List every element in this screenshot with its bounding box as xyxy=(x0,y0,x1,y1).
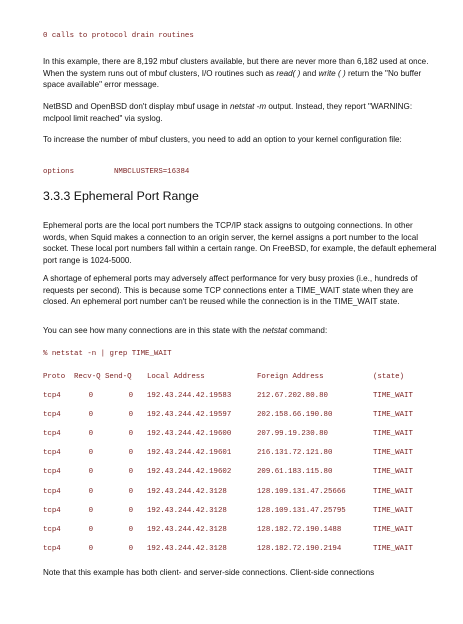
table-cell-send-q: 0 xyxy=(128,488,133,496)
table-cell-state: TIME_WAIT xyxy=(373,526,413,534)
table-cell-foreign-address: 202.158.66.190.80 xyxy=(257,411,333,419)
table-cell-proto: tcp4 xyxy=(43,430,61,438)
table-cell-local-address: 192.43.244.42.3128 xyxy=(147,545,227,553)
table-cell-send-q: 0 xyxy=(128,545,133,553)
inline-function-write: write ( ) xyxy=(318,68,346,78)
paragraph-ephemeral-ports: Ephemeral ports are the local port numbers the TCP/IP stack assigns to outgoing connections. In other words, when Squid makes a connection to an origin server, the kernel assigns a port number to the local socket. These local port numbers fall within a certain range. On FreeBSD, for example, the default ephemeral port range is 1024-5000. xyxy=(43,221,437,265)
table-cell-recv-q: 0 xyxy=(88,449,93,457)
table-cell-foreign-address: 212.67.202.80.80 xyxy=(257,392,328,400)
paragraph-text: return the "No buffer space available" error message. xyxy=(43,68,422,90)
table-row xyxy=(43,448,413,458)
table-row xyxy=(43,506,413,516)
table-cell-proto: tcp4 xyxy=(43,488,61,496)
table-row xyxy=(43,487,413,497)
paragraph-text: command: xyxy=(287,326,328,335)
code-line-kernel-option: options NMBCLUSTERS=16384 xyxy=(43,168,190,176)
table-cell-local-address: 192.43.244.42.19601 xyxy=(147,449,232,457)
table-cell-foreign-address: 128.182.72.190.2194 xyxy=(257,545,342,553)
table-cell-proto: tcp4 xyxy=(43,411,61,419)
table-cell-proto: tcp4 xyxy=(43,526,61,534)
table-cell-state: TIME_WAIT xyxy=(373,488,413,496)
paragraph-client-server-connections: Note that this example has both client- and server-side connections. Client-side connections xyxy=(43,568,375,577)
table-cell-foreign-address: 128.109.131.47.25795 xyxy=(257,507,346,515)
code-line-drain-routines: 0 calls to protocol drain routines xyxy=(43,32,194,40)
table-cell-state: TIME_WAIT xyxy=(373,392,413,400)
table-cell-send-q: 0 xyxy=(128,468,133,476)
table-cell-foreign-address: 128.182.72.190.1488 xyxy=(257,526,342,534)
table-cell-recv-q: 0 xyxy=(88,507,93,515)
table-cell-send-q: 0 xyxy=(128,507,133,515)
table-cell-send-q: 0 xyxy=(128,392,133,400)
table-cell-local-address: 192.43.244.42.3128 xyxy=(147,507,227,515)
table-cell-local-address: 192.43.244.42.3128 xyxy=(147,526,227,534)
table-cell-local-address: 192.43.244.42.19597 xyxy=(147,411,232,419)
table-cell-send-q: 0 xyxy=(128,526,133,534)
table-cell-state: TIME_WAIT xyxy=(373,411,413,419)
column-header-send-q: Send-Q xyxy=(105,373,132,381)
table-row xyxy=(43,544,413,554)
inline-command-netstat: netstat xyxy=(262,326,287,335)
column-header-foreign-address: Foreign Address xyxy=(257,373,324,381)
table-cell-recv-q: 0 xyxy=(88,411,93,419)
table-cell-foreign-address: 216.131.72.121.80 xyxy=(257,449,333,457)
table-cell-recv-q: 0 xyxy=(88,545,93,553)
table-cell-local-address: 192.43.244.42.19602 xyxy=(147,468,232,476)
table-cell-local-address: 192.43.244.42.19583 xyxy=(147,392,232,400)
table-cell-state: TIME_WAIT xyxy=(373,468,413,476)
table-cell-send-q: 0 xyxy=(128,449,133,457)
table-cell-send-q: 0 xyxy=(128,430,133,438)
table-row xyxy=(43,410,413,420)
table-cell-foreign-address: 207.99.19.230.80 xyxy=(257,430,328,438)
table-cell-state: TIME_WAIT xyxy=(373,430,413,438)
table-cell-recv-q: 0 xyxy=(88,430,93,438)
table-cell-state: TIME_WAIT xyxy=(373,449,413,457)
inline-command-netstat-m: netstat -m xyxy=(229,102,267,111)
table-cell-proto: tcp4 xyxy=(43,468,61,476)
paragraph-increase-mbuf: To increase the number of mbuf clusters, you need to add an option to your kernel configuration file: xyxy=(43,135,402,144)
table-row xyxy=(43,467,413,477)
column-header-recv-q: Recv-Q xyxy=(74,373,101,381)
table-cell-foreign-address: 209.61.183.115.80 xyxy=(257,468,333,476)
paragraph-text: You can see how many connections are in this state with the xyxy=(43,326,263,335)
table-cell-send-q: 0 xyxy=(128,411,133,419)
code-line-netstat-command: % netstat -n | grep TIME_WAIT xyxy=(43,350,172,358)
table-cell-proto: tcp4 xyxy=(43,449,61,457)
inline-function-read: read( ) xyxy=(276,68,301,78)
table-row xyxy=(43,391,413,401)
table-cell-foreign-address: 128.109.131.47.25666 xyxy=(257,488,346,496)
table-cell-state: TIME_WAIT xyxy=(373,507,413,515)
paragraph-text: NetBSD and OpenBSD don't display mbuf usage in xyxy=(43,102,230,111)
paragraph-mbuf-clusters xyxy=(43,56,438,91)
paragraph-netbsd-openbsd xyxy=(43,101,438,124)
paragraph-netstat-intro xyxy=(43,325,438,337)
table-cell-proto: tcp4 xyxy=(43,545,61,553)
paragraph-text: and xyxy=(300,68,319,78)
table-cell-local-address: 192.43.244.42.19600 xyxy=(147,430,232,438)
table-cell-recv-q: 0 xyxy=(88,468,93,476)
table-header-row xyxy=(43,372,405,382)
table-row xyxy=(43,525,413,535)
table-cell-recv-q: 0 xyxy=(88,488,93,496)
table-cell-proto: tcp4 xyxy=(43,392,61,400)
table-cell-recv-q: 0 xyxy=(88,526,93,534)
paragraph-port-shortage: A shortage of ephemeral ports may adversely affect performance for very busy proxies (i.e., hundreds of requests per second). This is because some TCP connections enter a TIME_WAIT state when they are closed. An ephemeral port number can't be reused while the connection is in the TIME_WAIT state. xyxy=(43,274,418,307)
table-cell-local-address: 192.43.244.42.3128 xyxy=(147,488,227,496)
column-header-state: (state) xyxy=(373,373,405,381)
paragraph-text: In this example, there are 8,192 mbuf clusters available, but there are never more than 6,182 used at once. When the system runs out of mbuf clusters, I/O routines such as xyxy=(43,57,429,78)
table-cell-recv-q: 0 xyxy=(88,392,93,400)
column-header-local-address: Local Address xyxy=(147,373,205,381)
column-header-proto: Proto xyxy=(43,373,66,381)
table-cell-proto: tcp4 xyxy=(43,507,61,515)
table-cell-state: TIME_WAIT xyxy=(373,545,413,553)
table-row xyxy=(43,429,413,439)
paragraph-text: output. Instead, they report "WARNING: mclpool limit reached" via syslog. xyxy=(43,102,413,123)
section-heading: 3.3.3 Ephemeral Port Range xyxy=(43,189,199,203)
